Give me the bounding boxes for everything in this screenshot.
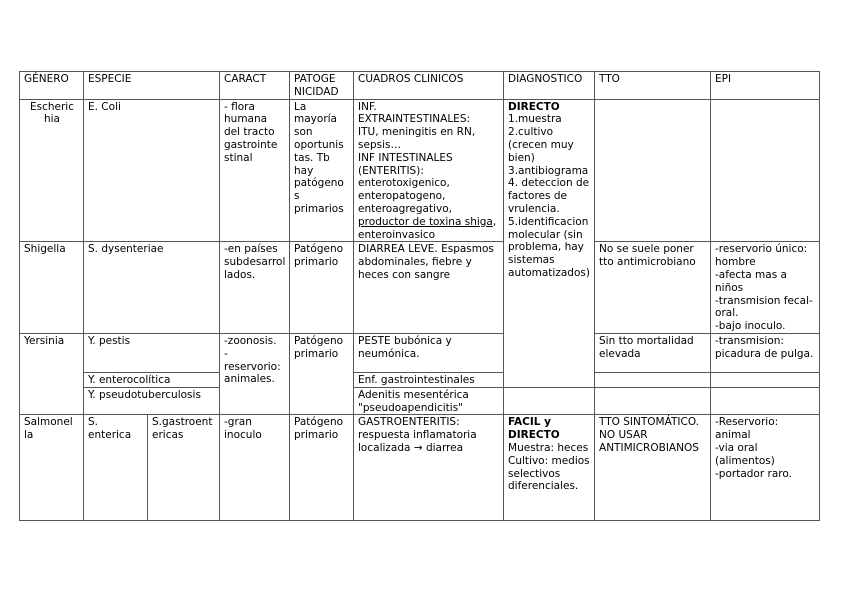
row-yersinia-pseudotuberculosis: [20, 387, 820, 415]
diagnostico-line: 1.muestra: [508, 113, 562, 126]
arrow-right-icon: →: [413, 441, 423, 454]
epi-salmonella: [711, 415, 820, 521]
header-diagnostico: DIAGNOSTICO: [504, 72, 595, 100]
diagnostico-line: Muestra: heces: [508, 441, 589, 454]
cuadros-salmonella: [354, 415, 504, 521]
caract-line: reservorio: animales.: [224, 360, 281, 386]
patogenicidad-yersinia: Patógeno primario: [290, 333, 354, 414]
header-cuadros-clinicos: CUADROS CLINICOS: [354, 72, 504, 100]
tto-salmonella: TTO SINTOMÁTICO. NO USAR ANTIMICROBIANOS: [595, 415, 711, 521]
row-shigella: [20, 242, 820, 334]
genero-escherichia: Escheric hia: [20, 99, 84, 242]
diagnostico-line: Cultivo: medios selectivos diferenciales.: [508, 454, 590, 493]
tto-yersinia-pseudotuberculosis: [595, 387, 711, 415]
patogenicidad-shigella: Patógeno primario: [290, 242, 354, 334]
epi-line: -portador raro.: [715, 467, 792, 480]
epi-yersinia-pseudotuberculosis: [711, 387, 820, 415]
diagnostico-line: 2.cultivo (crecen muy bien): [508, 126, 574, 164]
header-patogenicidad: PATOGE NICIDAD: [290, 72, 354, 100]
microbiology-table: [19, 71, 820, 521]
epi-yersinia: -transmision: picadura de pulga.: [711, 333, 820, 372]
cuadros-line: INF.: [358, 100, 377, 113]
genero-salmonella: Salmonel la: [20, 415, 84, 521]
caract-salmonella: -gran inoculo: [220, 415, 290, 521]
tto-yersinia: Sin tto mortalidad elevada: [595, 333, 711, 372]
tto-yersinia-enterocolitica: [595, 372, 711, 387]
especie-y-enterocolitica: Y. enterocolítica: [84, 372, 220, 387]
patogenicidad-escherichia: La mayoría son oportunis tas. Tb hay patógeno s primarios: [290, 99, 354, 242]
cuadros-yersinia-pestis: PESTE bubónica y neumónica.: [354, 333, 504, 372]
cuadros-line: enteroagregativo,: [358, 202, 452, 215]
caract-yersinia: [220, 333, 290, 414]
epi-yersinia-enterocolitica: [711, 372, 820, 387]
epi-escherichia: [711, 99, 820, 242]
genero-shigella: Shigella: [20, 242, 84, 334]
header-genero: GÉNERO: [20, 72, 84, 100]
cuadros-line: EXTRAINTESTINALES:: [358, 113, 471, 126]
epi-shigella: [711, 242, 820, 334]
diagnostico-yersinia-pseudotuberculosis: [504, 387, 595, 415]
especie-s-gastroentericas: S.gastroentericas: [148, 415, 220, 521]
cuadros-line: , enteroinvasico: [358, 215, 497, 241]
diagnostico-title: FACIL y DIRECTO: [508, 416, 560, 442]
cuadros-escherichia: [354, 99, 504, 242]
epi-line: -transmision fecal-oral.: [715, 294, 813, 320]
underlined-toxina-shiga: productor de toxina shiga: [358, 215, 493, 228]
row-yersinia-enterocolitica: [20, 372, 820, 387]
especie-y-pestis: Y. pestis: [84, 333, 220, 372]
diagnostico-directo: [504, 99, 595, 387]
caract-line: -zoonosis.: [224, 334, 277, 347]
cuadros-line: INF INTESTINALES (ENTERITIS):: [358, 151, 453, 177]
cuadros-yersinia-pseudotuberculosis: Adenitis mesentérica "pseudoapendicitis": [354, 387, 504, 415]
epi-line: -Reservorio: animal: [715, 416, 779, 442]
cuadros-text: GASTROENTERITIS: respuesta inflamatoria localizada: [358, 416, 477, 454]
tto-shigella: No se suele poner tto antimicrobiano: [595, 242, 711, 334]
diagnostico-title: DIRECTO: [508, 100, 560, 113]
caract-shigella: -en países subdesarrollados.: [220, 242, 290, 334]
caract-escherichia: - flora humana del tracto gastrointe stinal: [220, 99, 290, 242]
caract-line: -: [224, 347, 228, 360]
cuadros-line: ITU, meningitis en RN, sepsis…: [358, 126, 476, 151]
tto-escherichia: [595, 99, 711, 242]
especie-y-pseudotuberculosis: Y. pseudotuberculosis: [84, 387, 220, 415]
diagnostico-salmonella: [504, 415, 595, 521]
cuadros-yersinia-enterocolitica: Enf. gastrointestinales: [354, 372, 504, 387]
cuadros-line: enterotoxigenico,: [358, 177, 450, 190]
especie-e-coli: E. Coli: [84, 99, 220, 242]
header-especie: ESPECIE: [84, 72, 220, 100]
cuadros-line: enteropatogeno,: [358, 190, 446, 203]
diagnostico-line: 4. deteccion de factores de vrulencia.: [508, 177, 590, 215]
especie-s-dysenteriae: S. dysenteriae: [84, 242, 220, 334]
diagnostico-line: 3.antibiograma: [508, 164, 589, 177]
row-escherichia: [20, 99, 820, 242]
genero-yersinia: Yersinia: [20, 333, 84, 414]
epi-line: -afecta mas a niños: [715, 268, 787, 294]
header-epi: EPI: [711, 72, 820, 100]
epi-line: -bajo inoculo.: [715, 320, 786, 333]
epi-line: -reservorio único: hombre: [715, 243, 808, 269]
cuadros-text: diarrea: [422, 441, 464, 454]
especie-s-enterica: S. enterica: [84, 415, 148, 521]
header-caract: CARACT: [220, 72, 290, 100]
diagnostico-line: 5.identificacion molecular (sin problema, hay sistemas automatizados): [508, 215, 590, 279]
header-row: [20, 72, 820, 100]
header-tto: TTO: [595, 72, 711, 100]
cuadros-shigella: DIARREA LEVE. Espasmos abdominales, fiebre y heces con sangre: [354, 242, 504, 334]
row-salmonella: [20, 415, 820, 521]
epi-line: -via oral (alimentos): [715, 441, 775, 467]
patogenicidad-salmonella: Patógeno primario: [290, 415, 354, 521]
row-yersinia-pestis: [20, 333, 820, 372]
